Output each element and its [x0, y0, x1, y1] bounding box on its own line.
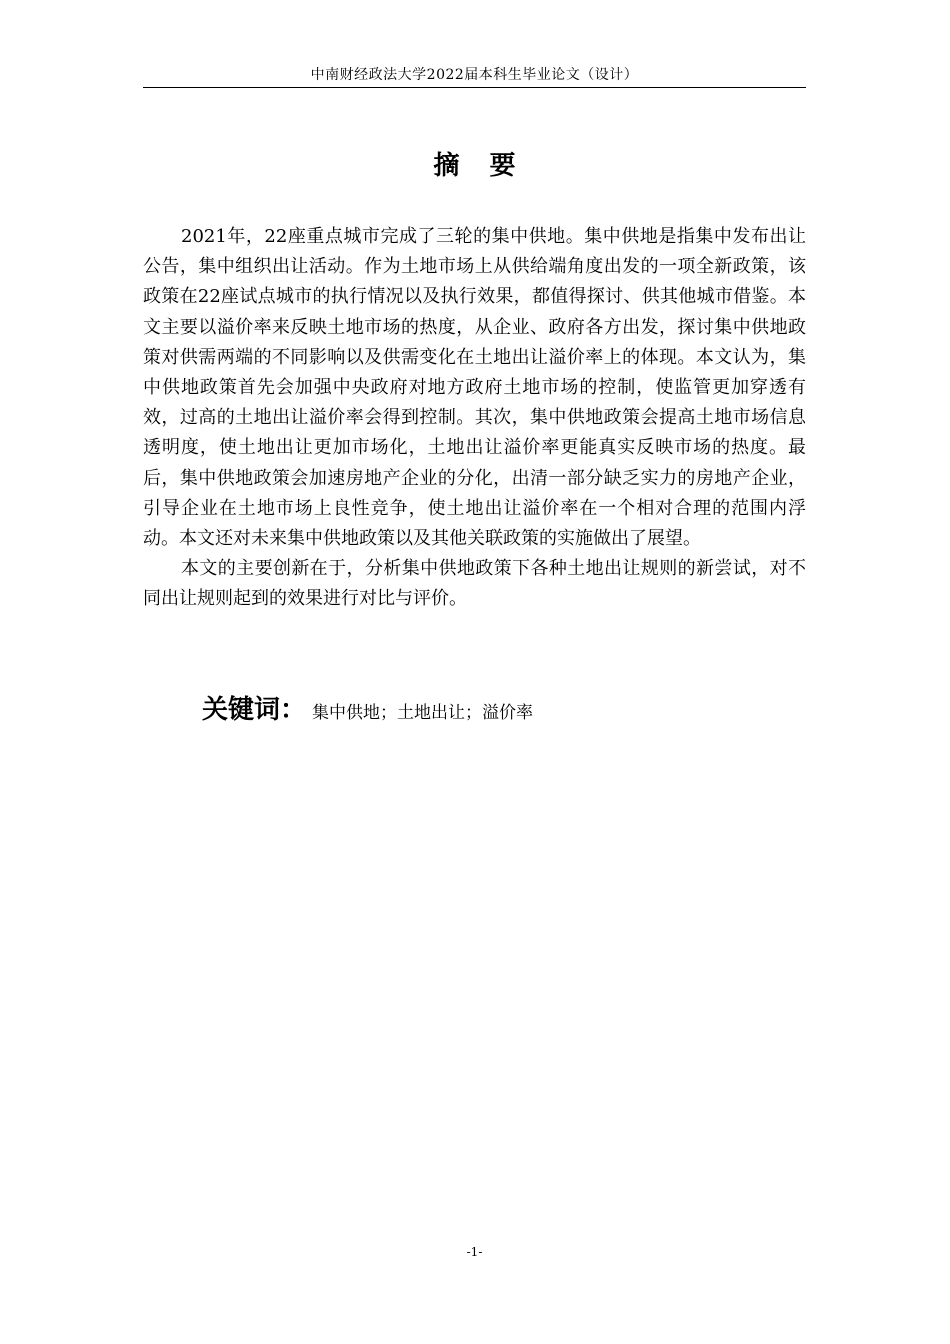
abstract-paragraph-2: 本文的主要创新在于，分析集中供地政策下各种土地出让规则的新尝试，对不同出让规则起到的效果进行对比与评价。 — [143, 558, 806, 610]
abstract-title: 摘要 — [433, 151, 546, 181]
keywords-line — [202, 690, 533, 733]
page-number: -1- — [466, 1245, 483, 1259]
keywords-label: 关键词： — [202, 695, 307, 725]
header-divider — [143, 87, 806, 88]
abstract-paragraph-1: 2021年，22座重点城市完成了三轮的集中供地。集中供地是指集中发布出让公告，集中组织出让活动。作为土地市场上从供给端角度出发的一项全新政策，该政策在22座试点城市的执行情况以及执行效果，都值得探讨、供其他城市借鉴。本文主要以溢价率来反映土地市场的热度，从企业、政府各方出发，探讨集中供地政策对供需两端的不同影响以及供需变化在土地出让溢价率上的体现。本文认为，集中供地政策首先会加强中央政府对地方政府土地市场的控制，使监管更加穿透有效，过高的土地出让溢价率会得到控制。其次，集中供地政策会提高土地市场信息透明度，使土地出让更加市场化，土地出让溢价率更能真实反映市场的热度。最后，集中供地政策会加速房地产企业的分化，出清一部分缺乏实力的房地产企业，引导企业在土地市场上良性竞争，使土地出让溢价率在一个相对合理的范围内浮动。本文还对未来集中供地政策以及其他关联政策的实施做出了展望。 — [143, 226, 806, 550]
running-header: 中南财经政法大学2022届本科生毕业论文（设计） — [310, 67, 639, 83]
abstract-body — [143, 222, 806, 615]
keywords-value: 集中供地；土地出让；溢价率 — [312, 703, 534, 723]
